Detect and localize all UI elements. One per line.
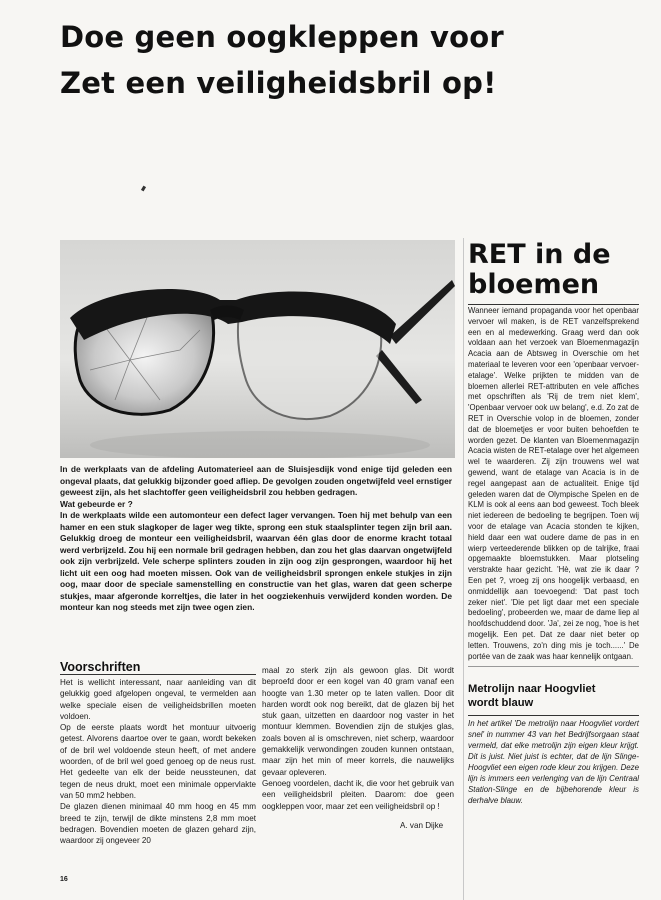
caption-intro: In de werkplaats van de afdeling Automaterieel aan de Sluisjesdijk vond enige tijd geleden een ongeval plaats, dat gelukkig bijzonder goed afliep. De gevolgen zouden ongetwijfeld veel ernstiger geweest zijn, als het slachtoffer geen veiligheidsbril zou hebben gedragen. (60, 464, 452, 497)
print-speck (141, 186, 146, 192)
author-signature: A. van Dijke (400, 821, 444, 830)
voorschriften-rule (60, 674, 256, 675)
sidebar-divider (463, 238, 464, 900)
metrolijn-article-body (468, 718, 639, 806)
headline (60, 14, 620, 106)
ret-heading (468, 240, 648, 300)
ret-article-body: Wanneer iemand propaganda voor het openbaar vervoer wil maken, is de RET vanzelfsprekend een en al medewerking. Graag werd dan ook voldaan aan het verzoek van Bloemenmagazijn Acacia aan de Abtsweg in Overschie om het materiaal te leveren voor een 'openbaar vervoer-etalage'. Welke prijkten te midden van de bloemen allerlei RET-attributen en vele affiches met opschriften als 'Rij de trem niet klem', 'Openbaar vervoer ook uw belang', e.d. Zo zat de RET in Overschie volop in de bloemen, zonder dat de bloemetjes er voor buiten behoefden te worden gezet. De klanten van Bloemenmagazijn Acacia wisten de RET-etalage over het algemeen wel te waarderen. Zij zijn trouwens wel wat gewend, want de etalage van Acacia is in de regel aangepast aan de actualiteit. Enige tijd geleden waren dat de Olympische Spelen en de KLM is ook al eens aan bod geweest. Toch bleek niet iedereen de bedoeling te begrijpen. Toen wij voor de etalage van Acacia stonden te kijken, hield daar een wat oudere dame de pas in en wierp verteederende blikken op de talrijke, fraai opgemaakte bloemstukken. Maar plotseling verstrakte haar gezicht. 'Hè, wat zie ik daar ? Een pet ?, vroeg zij ons hoogelijk verbaasd, en onmiddellijk aan toevoegend: 'Dat past toch zeker niet'. 'Die pet ligt daar met een speciale bedoeling', probeerden we, maar de dame liep al hoofdschuddend door. 'Ja', zei ze nog, 'hoe is het mogelijk. Een pet. Dat ze daar niet beter op letten. Trouwens, zo'n ding mis je toch......' De portée van de zaak was haar kennelijk ontgaan. (468, 306, 639, 661)
broken-safety-glasses-photo (60, 240, 455, 458)
metrolijn-top-rule (468, 666, 639, 667)
voorschriften-column-left (60, 677, 256, 846)
caption-body: In de werkplaats wilde een automonteur een defect lager vervangen. Toen hij met behulp van een hamer en een stuk slagkoper de lager weg tikte, sprong een stuk staalsplinter tegen zijn bril aan. Gelukkig droeg de monteur een veiligheidsbril, waarvan één glas door de enorme kracht totaal werd verbrijzeld. Zou hij een normale bril gedragen hebben, dan zou het glas daarvan ongetwijfeld ook zijn verbrijzeld. Vele scherpe splinters zouden in zijn oog zijn gesprongen, waardoor hij het licht uit een oog had moeten missen. Ook van de veiligheidsbril sprongen enkele stukjes in zijn oog, maar door de speciale samenstelling en constructie van het glas, waren dat geen scherpe stukjes, maar afgeronde korreltjes, die later in het oogziekenhuis verwijderd konden worden. De monteur kan nog steeds met zijn twee ogen zien. (60, 510, 452, 612)
voorschriften-paragraph: Het is wellicht interessant, naar aanleiding van dit gelukkig goed afgelopen ongeval, te vermelden aan welke speciale eisen de veiligheidsbrillen moeten voldoen. (60, 678, 256, 721)
headline-line-2: Zet een veiligheidsbril op! (60, 66, 497, 100)
metrolijn-heading-line-1: Metrolijn naar Hoogvliet (468, 683, 596, 695)
metrolijn-paragraph: In het artikel 'De metrolijn naar Hoogvliet vordert snel' in nummer 43 van het Bedrijfsorgaan staat vermeld, dat elke metrolijn zijn eigen kleur krijgt. Dit is juist. Niet juist is echter, dat de lijn Slinge-Hoogvliet een eigen rode kleur zou krijgen. Deze lijn is immers een verlenging van de lijn Centraal Station-Slinge en de bijbehorende kleur is derhalve blauw. (468, 719, 639, 805)
glasses-illustration (60, 240, 455, 458)
voorschriften-paragraph: maal zo sterk zijn als gewoon glas. Dit wordt beproefd door er een kogel van 40 gram vanaf een hoogte van 1.30 meter op te laten vallen. Door dit harden wordt ook nog bereikt, dat de glazen bij het stuk gaan, uitzetten en daardoor nog vaster in het montuur klemmen. Bovendien zijn de stukjes glas, zoals boven al is omschreven, niet scherp, waardoor gemakkelijk verwondingen zouden kunnen ontstaan, maar zijn het min of meer korrels, die nauwelijks gevaar opleveren. (262, 666, 454, 777)
ret-heading-line-2: bloemen (468, 269, 600, 300)
voorschriften-heading: Voorschriften (60, 660, 141, 674)
metrolijn-heading (468, 682, 643, 710)
caption-question: Wat gebeurde er ? (60, 498, 133, 509)
ret-heading-rule (468, 304, 639, 305)
ret-heading-line-1: RET in de (468, 239, 611, 270)
voorschriften-column-middle (262, 665, 454, 812)
metrolijn-heading-line-2: wordt blauw (468, 697, 534, 709)
voorschriften-paragraph: Genoeg voordelen, dacht ik, die voor het gebruik van een veiligheidsbril pleiten. Daarom: doe geen oogkleppen voor, maar zet een veiligheidsbril op ! (262, 778, 454, 811)
headline-line-1: Doe geen oogkleppen voor (60, 20, 504, 54)
page-number: 16 (60, 876, 68, 883)
voorschriften-paragraph: De glazen dienen minimaal 40 mm hoog en 45 mm breed te zijn, terwijl de dikte minstens 2,8 mm moet bedragen. Bovendien moeten de glazen gehard zijn, waardoor zij ongeveer 20 (60, 802, 256, 846)
metrolijn-heading-rule (468, 715, 639, 716)
voorschriften-paragraph: Op de eerste plaats wordt het montuur uitvoerig getest. Alvorens daartoe over te gaan, wordt bekeken of de bril wel voldoende steun heeft, of met andere woorden, of de bril wel goed genoeg op de neus rust. Het gedeelte van elk der beide neussteunen, dat tegen de neus drukt, moet een minimale oppervlakte van 50 mm2 hebben. (60, 723, 256, 800)
photo-caption (60, 464, 452, 614)
